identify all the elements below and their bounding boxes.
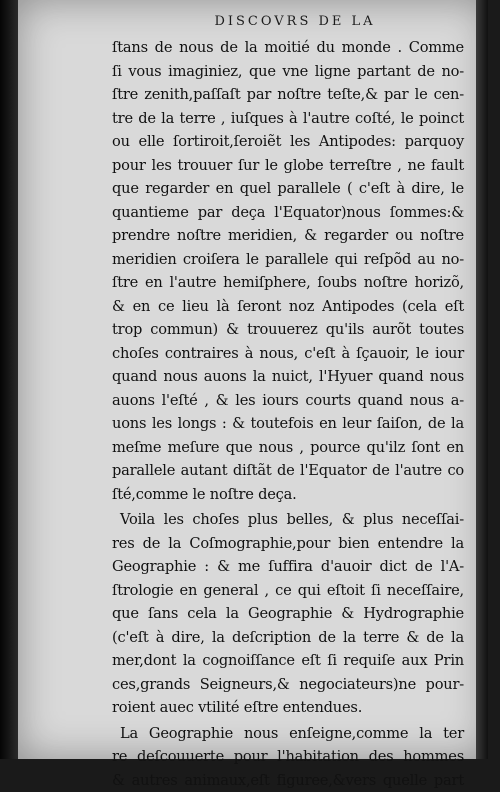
text-line: ſtre en l'autre hemiſphere, ſoubs noſtre horizõ, (112, 271, 464, 295)
text-line: ſi vous imaginiez, que vne ligne partant de no- (112, 60, 464, 84)
paragraph (112, 508, 464, 720)
text-line: pour les trouuer ſur le globe terreſtre , ne fault (112, 154, 464, 178)
text-line: que ſans cela la Geographie & Hydrographie (112, 602, 464, 626)
text-line: ſtans de nous de la moitié du monde . Comme (112, 36, 464, 60)
text-line: que regarder en quel parallele ( c'eſt à dire, le (112, 177, 464, 201)
running-head: DISCOVRS DE LA (180, 14, 410, 29)
text-line: tre de la terre , iuſques à l'autre coſté, le poinct (112, 107, 464, 131)
text-line: quand nous auons la nuict, l'Hyuer quand nous (112, 365, 464, 389)
text-line: roient auec vtilité eſtre entendues. (112, 696, 464, 720)
text-line: trop commun) & trouuerez qu'ils aurõt toutes (112, 318, 464, 342)
text-line: ou elle ſortiroit,ſeroiẽt les Antipodes: parquoy (112, 130, 464, 154)
paragraph (112, 722, 464, 792)
text-line: parallele autant diſtãt de l'Equator de l'autre co (112, 459, 464, 483)
text-block (112, 36, 464, 792)
text-line: meridien croiſera le parallele qui reſpõd au no- (112, 248, 464, 272)
text-line: re deſcouuerte pour l'habitation des hommes (112, 745, 464, 769)
text-line: choſes contraires à nous, c'eſt à ſçauoir, le iour (112, 342, 464, 366)
text-line: ces,grands Seigneurs,& negociateurs)ne pour- (112, 673, 464, 697)
text-line: uons les longs : & toutefois en leur ſaiſon, de la (112, 412, 464, 436)
text-line: Geographie : & me ſuffira d'auoir dict de l'A- (112, 555, 464, 579)
page-edge-shadow (476, 0, 488, 759)
text-line: La Geographie nous enſeigne,comme la ter (112, 722, 464, 746)
text-line: (c'eſt à dire, la deſcription de la terre & de la (112, 626, 464, 650)
text-line: mer,dont la cognoiſſance eſt ſi requiſe aux Prin (112, 649, 464, 673)
text-line: & en ce lieu là ſeront noz Antipodes (cela eſt (112, 295, 464, 319)
text-line: quantieme par deça l'Equator)nous ſommes:& (112, 201, 464, 225)
text-line: & autres animaux,eſt figuree,&vers quelle part (112, 769, 464, 792)
text-line: auons l'eſté , & les iours courts quand nous a- (112, 389, 464, 413)
text-line: ſté,comme le noſtre deça. (112, 483, 464, 507)
text-line: prendre noſtre meridien, & regarder ou noſtre (112, 224, 464, 248)
text-line: ſtrologie en general , ce qui eſtoit ſi neceſſaire, (112, 579, 464, 603)
paragraph (112, 36, 464, 506)
text-line: meſme meſure que nous , pource qu'ilz ſont en (112, 436, 464, 460)
text-line: ſtre zenith,paſſaſt par noſtre teſte,& par le cen- (112, 83, 464, 107)
book-gutter-shadow (0, 0, 18, 759)
text-line: res de la Coſmographie,pour bien entendre la (112, 532, 464, 556)
text-line: Voila les choſes plus belles, & plus neceſſai- (112, 508, 464, 532)
